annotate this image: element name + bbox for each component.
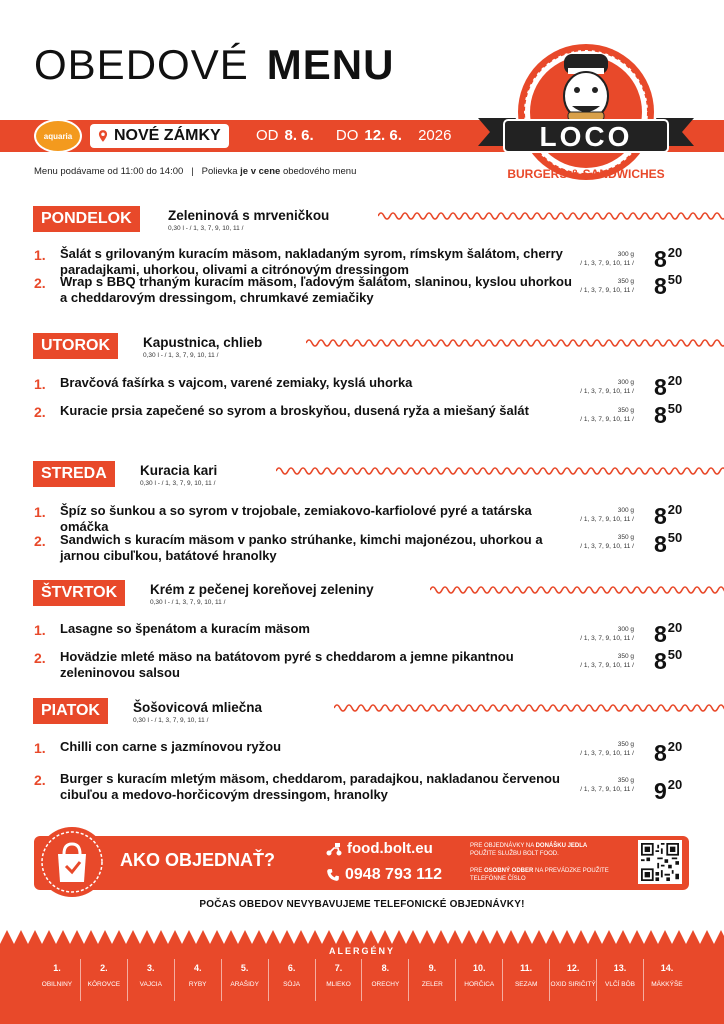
allergen-number: 11. (520, 963, 533, 973)
dish-allergens: / 1, 3, 7, 9, 10, 11 / (580, 662, 634, 669)
day-badge-4: PIATOK (33, 698, 108, 724)
dish-allergens: / 1, 3, 7, 9, 10, 11 / (580, 388, 634, 395)
wave-divider (378, 210, 724, 222)
price-main: 8 (654, 621, 667, 647)
dish-price (654, 777, 683, 804)
allergen-number: 9. (428, 963, 437, 973)
order-link-text[interactable]: food.bolt.eu (347, 840, 433, 857)
dish-description: Wrap s BBQ trhaným kuracím mäsom, ľadovým šalátom, slaninou, kyslou uhorkou a cheddarovým dressingom, chrumkavé zemiačiky (60, 274, 572, 305)
dish-weight: 300 g (617, 379, 634, 386)
allergen-list (34, 959, 690, 1001)
day-badge-3: ŠTVRTOK (33, 580, 125, 606)
dish-description: Sandwich s kuracím mäsom v panko strúhanke, kimchi majonézou, uhorkou a jarnou cibuľkou, batátové hranolky (60, 532, 543, 563)
dish-number: 1. (34, 247, 46, 263)
dish-weight-allergens (564, 378, 634, 396)
allergen-item (549, 959, 596, 1001)
allergen-number: 1. (53, 963, 61, 973)
dish-weight-allergens (564, 652, 634, 670)
allergen-item (127, 959, 174, 1001)
price-cents: 20 (667, 502, 683, 517)
allergen-item (455, 959, 502, 1001)
allergen-label: VAJCIA (139, 981, 162, 988)
price-main: 8 (654, 503, 667, 529)
allergen-label: SÓJA (283, 981, 301, 988)
chef-face-icon (564, 54, 608, 120)
allergen-number: 14. (660, 963, 674, 973)
scooter-icon (326, 842, 342, 856)
price-cents: 50 (667, 530, 683, 545)
soup-name: Zeleninová s mrveničkou (168, 208, 330, 223)
dish-description: Šalát s grilovaným kuracím mäsom, nakladaným syrom, rímskym šalátom, cherry paradajkami, uhorkou, olivami a citrónovým dressingom (60, 246, 563, 277)
date-to-label: DO (335, 127, 359, 144)
dish-price (654, 530, 683, 557)
dish-allergens: / 1, 3, 7, 9, 10, 11 / (580, 750, 634, 757)
price-main: 8 (654, 648, 667, 674)
dish-weight-allergens (564, 277, 634, 295)
allergen-item (174, 959, 221, 1001)
date-from: 8. 6. (284, 127, 314, 144)
price-cents: 50 (667, 401, 683, 416)
dish-weight-allergens (564, 506, 634, 524)
price-main: 8 (654, 374, 667, 400)
dish-number: 2. (34, 275, 46, 291)
allergen-label: MÄKKÝŠE (651, 981, 683, 988)
note-start: Menu podávame od 11:00 do 14:00 | Polievka (34, 166, 238, 177)
price-main: 8 (654, 531, 667, 557)
soup-name: Kapustnica, chlieb (143, 335, 263, 350)
location-pill (90, 124, 229, 148)
dish-allergens: / 1, 3, 7, 9, 10, 11 / (580, 260, 634, 267)
date-from-label: OD (256, 127, 279, 144)
delivery-note-a: PRE OBJEDNÁVKY NA (470, 843, 534, 849)
allergen-label: MLIEKO (326, 981, 351, 988)
dish-weight: 350 g (617, 534, 634, 541)
price-main: 9 (654, 778, 667, 804)
dish-number: 2. (34, 772, 46, 788)
pickup-note-bold: OSOBNÝ ODBER (484, 868, 534, 874)
price-cents: 20 (667, 739, 683, 754)
price-main: 8 (654, 402, 667, 428)
dish-price (654, 502, 683, 529)
dish-price (654, 373, 683, 400)
soup-allergens: 0,30 l - / 1, 3, 7, 9, 10, 11 / (150, 599, 226, 606)
wave-divider (306, 337, 724, 349)
soup-name: Kuracia kari (140, 463, 218, 478)
dish-weight: 350 g (617, 407, 634, 414)
dish-description: Špíz so šunkou a so syrom v trojobale, zemiakovo-karfiolové pyré a tatárska omáčka (60, 503, 532, 534)
soup-name: Krém z pečenej koreňovej zeleniny (150, 582, 374, 597)
dish-allergens: / 1, 3, 7, 9, 10, 11 / (580, 416, 634, 423)
pickup-note-b: NA PREVÁDZKE POUŽITE TELEFÓNNE ČÍSLO (470, 868, 609, 882)
allergen-label: RYBY (188, 981, 207, 988)
allergen-item (80, 959, 127, 1001)
dish-number: 1. (34, 622, 46, 638)
allergen-item (34, 959, 80, 1001)
dish-weight: 300 g (617, 507, 634, 514)
loco-logo (476, 40, 696, 188)
soup-allergens: 0,30 l - / 1, 3, 7, 9, 10, 11 / (143, 352, 219, 359)
dish-weight-allergens (564, 533, 634, 551)
allergen-item (408, 959, 455, 1001)
dish-allergens: / 1, 3, 7, 9, 10, 11 / (580, 287, 634, 294)
allergen-item (268, 959, 315, 1001)
dish-description: Burger s kuracím mletým mäsom, cheddarom, paradajkou, nakladanou červenou cibuľou a medovo-horčicovým dressingom, hranolky (60, 771, 560, 802)
dish-price (654, 620, 683, 647)
takeaway-bag-icon (36, 826, 108, 898)
delivery-note-bold: DONÁŠKU JEDLA (535, 843, 588, 849)
dish-weight: 350 g (617, 777, 634, 784)
delivery-note-b: POUŽITE SLUŽBU BOLT FOOD. (470, 851, 559, 857)
allergen-item (596, 959, 643, 1001)
dish-price (654, 272, 683, 299)
allergen-number: 5. (240, 963, 249, 973)
dish-price (654, 245, 683, 272)
dish-weight: 350 g (617, 653, 634, 660)
page-title (34, 41, 395, 88)
wave-divider (334, 702, 724, 714)
allergen-label: ZELER (421, 981, 443, 988)
dish-weight-allergens (564, 625, 634, 643)
date-year: 2026 (418, 127, 452, 144)
dish-allergens: / 1, 3, 7, 9, 10, 11 / (580, 635, 634, 642)
price-cents: 20 (667, 245, 683, 260)
allergen-label: SEZAM (514, 981, 538, 988)
allergen-label: OBILNINY (41, 981, 73, 988)
phone-text[interactable]: 0948 793 112 (345, 866, 442, 883)
order-title: AKO OBJEDNAŤ? (120, 850, 276, 870)
allergen-label: KÔROVCE (87, 981, 121, 988)
price-cents: 20 (667, 777, 683, 792)
date-range (256, 127, 457, 144)
soup-allergens: 0,30 l - / 1, 3, 7, 9, 10, 11 / (133, 717, 209, 724)
dish-weight: 300 g (617, 626, 634, 633)
allergen-item (221, 959, 268, 1001)
allergen-label: OXID SIRIČITÝ (550, 981, 596, 988)
allergens-title: ALERGÉNY (328, 946, 395, 956)
location-name: NOVÉ ZÁMKY (114, 127, 221, 144)
price-main: 8 (654, 246, 667, 272)
allergen-item (502, 959, 549, 1001)
allergen-number: 6. (287, 963, 296, 973)
allergen-label: VLČÍ BÔB (605, 981, 636, 988)
allergen-number: 12. (566, 963, 580, 973)
allergen-label: ORECHY (371, 981, 400, 988)
wave-divider (430, 584, 724, 596)
soup-name: Šošovicová mliečna (133, 700, 263, 715)
allergen-number: 4. (193, 963, 202, 973)
allergen-number: 13. (613, 963, 627, 973)
logo-name: LOCO (539, 121, 633, 152)
price-cents: 50 (667, 647, 683, 662)
soup-allergens: 0,30 l - / 1, 3, 7, 9, 10, 11 / (140, 480, 216, 487)
dish-number: 2. (34, 650, 46, 666)
price-main: 8 (654, 740, 667, 766)
dish-weight-allergens (564, 740, 634, 758)
allergen-label: HORČICA (464, 981, 495, 988)
price-cents: 20 (667, 620, 683, 635)
dish-number: 2. (34, 404, 46, 420)
no-phone-notice: POČAS OBEDOV NEVYBAVUJEME TELEFONICKÉ OBJEDNÁVKY! (199, 899, 525, 910)
allergen-label: ARAŠIDY (230, 981, 259, 988)
dish-allergens: / 1, 3, 7, 9, 10, 11 / (580, 543, 634, 550)
phone-icon (326, 868, 340, 882)
day-badge-1: UTOROK (33, 333, 118, 359)
soup-allergens: 0,30 l - / 1, 3, 7, 9, 10, 11 / (168, 225, 244, 232)
pickup-note (470, 867, 630, 883)
note-bold: je v cene (240, 166, 281, 177)
dish-weight-allergens (564, 406, 634, 424)
dish-description: Chilli con carne s jazmínovou ryžou (60, 739, 282, 754)
dish-weight-allergens (564, 250, 634, 268)
allergen-number: 2. (100, 963, 108, 973)
location-pin-icon (96, 129, 110, 143)
allergen-number: 8. (381, 963, 390, 973)
dish-price (654, 401, 683, 428)
aquaria-logo: aquaria (34, 119, 82, 153)
note-end: obedového menu (282, 166, 357, 177)
allergen-item (643, 959, 690, 1001)
dish-allergens: / 1, 3, 7, 9, 10, 11 / (580, 516, 634, 523)
dish-weight: 350 g (617, 278, 634, 285)
day-badge-2: STREDA (33, 461, 115, 487)
delivery-note (470, 842, 630, 858)
dish-description: Hovädzie mleté mäso na batátovom pyré s cheddarom a jemne pikantnou zeleninovou salsou (60, 649, 514, 680)
price-cents: 50 (667, 272, 683, 287)
dish-description: Kuracie prsia zapečené so syrom a broskyňou, dusená ryža a miešaný šalát (60, 403, 529, 418)
dish-price (654, 739, 683, 766)
day-badge-0: PONDELOK (33, 206, 140, 232)
pickup-note-a: PRE (470, 868, 483, 874)
allergen-item (315, 959, 362, 1001)
allergen-item (361, 959, 408, 1001)
dish-number: 1. (34, 504, 46, 520)
dish-allergens: / 1, 3, 7, 9, 10, 11 / (580, 786, 634, 793)
logo-subtitle: BURGERS & SANDWICHES (507, 167, 665, 181)
title-bold: MENU (266, 41, 395, 88)
wave-divider (276, 465, 724, 477)
dish-number: 1. (34, 376, 46, 392)
allergen-number: 10. (473, 963, 486, 973)
bolt-food-link[interactable] (326, 840, 433, 857)
allergen-number: 3. (147, 963, 155, 973)
dish-description: Lasagne so špenátom a kuracím mäsom (60, 621, 310, 636)
dish-price (654, 647, 683, 674)
dish-weight: 300 g (617, 251, 634, 258)
date-to: 12. 6. (364, 127, 402, 144)
dish-description: Bravčová fašírka s vajcom, varené zemiaky, kyslá uhorka (60, 375, 413, 390)
service-note (34, 166, 356, 177)
dish-weight-allergens (564, 776, 634, 794)
qr-code-icon[interactable] (638, 840, 682, 884)
price-cents: 20 (667, 373, 683, 388)
allergen-number: 7. (334, 963, 343, 973)
price-main: 8 (654, 273, 667, 299)
dish-weight: 350 g (617, 741, 634, 748)
title-light: OBEDOVÉ (34, 41, 249, 88)
dish-number: 2. (34, 533, 46, 549)
phone-number[interactable] (326, 866, 442, 884)
dish-number: 1. (34, 740, 46, 756)
